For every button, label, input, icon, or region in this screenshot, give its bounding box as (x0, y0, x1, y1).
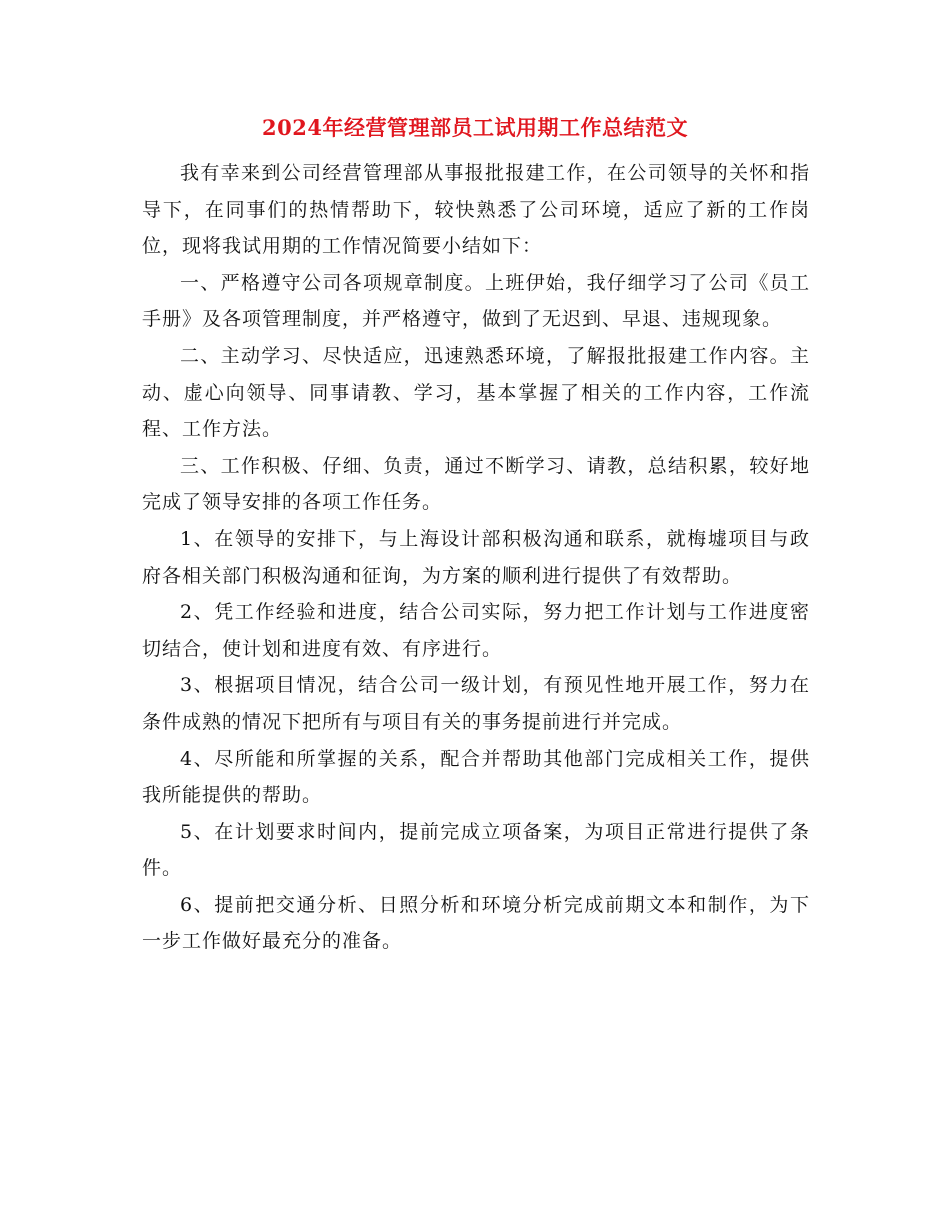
paragraph-section-2: 二、主动学习、尽快适应，迅速熟悉环境，了解报批报建工作内容。主动、虚心向领导、同事请教、学习，基本掌握了相关的工作内容，工作流程、工作方法。 (142, 344, 810, 441)
document-title: 2024年经营管理部员工试用期工作总结范文 (262, 115, 688, 140)
paragraph-item-1: 1、在领导的安排下，与上海设计部积极沟通和联系，就梅墟项目与政府各相关部门积极沟通和征询，为方案的顺利进行提供了有效帮助。 (142, 527, 810, 587)
paragraph-section-3: 三、工作积极、仔细、负责，通过不断学习、请教，总结积累，较好地完成了领导安排的各项工作任务。 (142, 454, 810, 514)
paragraph-intro: 我有幸来到公司经营管理部从事报批报建工作，在公司领导的关怀和指导下，在同事们的热情帮助下，较快熟悉了公司环境，适应了新的工作岗位，现将我试用期的工作情况简要小结如下： (142, 162, 810, 258)
document-body (142, 155, 810, 960)
paragraph-item-3: 3、根据项目情况，结合公司一级计划，有预见性地开展工作，努力在条件成熟的情况下把所有与项目有关的事务提前进行并完成。 (142, 674, 810, 733)
paragraph-item-4: 4、尽所能和所掌握的关系，配合并帮助其他部门完成相关工作，提供我所能提供的帮助。 (142, 747, 810, 807)
paragraph-item-6: 6、提前把交通分析、日照分析和环境分析完成前期文本和制作，为下一步工作做好最充分的准备。 (142, 893, 810, 953)
paragraph-section-1: 一、严格遵守公司各项规章制度。上班伊始，我仔细学习了公司《员工手册》及各项管理制度，并严格遵守，做到了无迟到、早退、违规现象。 (142, 271, 810, 331)
paragraph-item-5: 5、在计划要求时间内，提前完成立项备案，为项目正常进行提供了条件。 (142, 820, 810, 880)
paragraph-item-2: 2、凭工作经验和进度，结合公司实际，努力把工作计划与工作进度密切结合，使计划和进度有效、有序进行。 (142, 601, 810, 660)
